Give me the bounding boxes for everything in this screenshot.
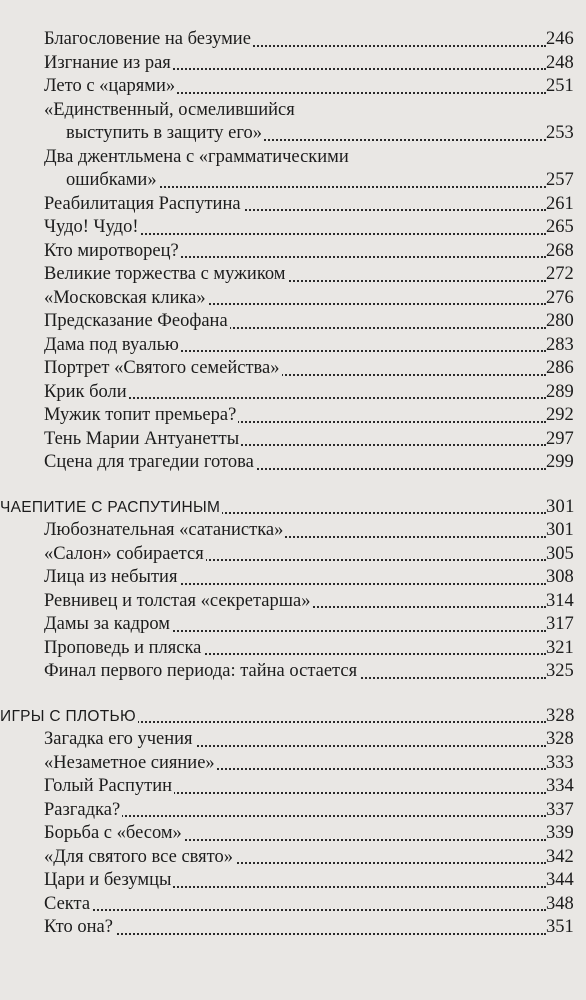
toc-entry-title: Изгнание из рая bbox=[44, 52, 173, 76]
toc-entry bbox=[0, 216, 586, 240]
dot-leader bbox=[46, 909, 546, 911]
toc-entry-page: 339 bbox=[546, 822, 576, 846]
toc-entry-title: «Единственный, осмелившийся bbox=[44, 99, 297, 123]
toc-entry-page: 283 bbox=[546, 334, 576, 358]
toc-entry bbox=[0, 287, 586, 311]
toc-entry-page: 325 bbox=[546, 660, 576, 684]
toc-entry-title: Дама под вуалью bbox=[44, 334, 181, 358]
toc-entry bbox=[0, 404, 586, 428]
toc-entry bbox=[0, 637, 586, 661]
toc-entry-title: Голый Распутин bbox=[44, 775, 174, 799]
toc-entry-page: 268 bbox=[546, 240, 576, 264]
toc-entry bbox=[0, 334, 586, 358]
toc-entry-page: 272 bbox=[546, 263, 576, 287]
toc-entry bbox=[0, 428, 586, 452]
toc-entry bbox=[0, 752, 586, 776]
toc-entry-page: 286 bbox=[546, 357, 576, 381]
toc-entry-title: Портрет «Святого семейства» bbox=[44, 357, 282, 381]
toc-entry-page: 257 bbox=[546, 169, 576, 193]
toc-section-title: ИГРЫ С ПЛОТЬЮ bbox=[0, 705, 138, 729]
toc-entry-page: 299 bbox=[546, 451, 576, 475]
toc-entry-title: Мужик топит премьера? bbox=[44, 404, 238, 428]
toc-entry-page: 261 bbox=[546, 193, 576, 217]
toc-entry bbox=[0, 660, 586, 684]
toc-entry bbox=[0, 310, 586, 334]
toc-entry-page: 348 bbox=[546, 893, 576, 917]
toc-entry-title: Великие торжества с мужиком bbox=[44, 263, 287, 287]
toc-entry-page: 333 bbox=[546, 752, 576, 776]
toc-entry-line1 bbox=[0, 99, 586, 123]
toc-entry bbox=[0, 566, 586, 590]
toc-section-page: 301 bbox=[546, 496, 576, 520]
toc-entry bbox=[0, 193, 586, 217]
toc-entry-title: Предсказание Феофана bbox=[44, 310, 230, 334]
toc-entry bbox=[0, 263, 586, 287]
toc-entry-title: Крик боли bbox=[44, 381, 129, 405]
toc-entry-title: Сцена для трагедии готова bbox=[44, 451, 256, 475]
toc-entry-title: Кто миротворец? bbox=[44, 240, 181, 264]
toc-entry-title: Загадка его учения bbox=[44, 728, 195, 752]
toc-entry bbox=[0, 28, 586, 52]
toc-entry bbox=[0, 775, 586, 799]
toc-entry-page: 251 bbox=[546, 75, 576, 99]
toc-entry-title: Борьба с «бесом» bbox=[44, 822, 184, 846]
toc-entry-page: 297 bbox=[546, 428, 576, 452]
toc-entry-page: 248 bbox=[546, 52, 576, 76]
toc-entry-page: 276 bbox=[546, 287, 576, 311]
toc-section bbox=[0, 705, 586, 729]
toc-entry-title-continued: выступить в защиту его» bbox=[66, 122, 264, 146]
toc-entry bbox=[0, 590, 586, 614]
toc-entry-page: 314 bbox=[546, 590, 576, 614]
toc-entry-page: 301 bbox=[546, 519, 576, 543]
toc-entry-page: 265 bbox=[546, 216, 576, 240]
toc-entry bbox=[0, 451, 586, 475]
toc-entry-line2 bbox=[0, 122, 586, 146]
toc-entry-title: «Московская клика» bbox=[44, 287, 208, 311]
toc-entry-title: «Салон» собирается bbox=[44, 543, 206, 567]
toc-entry-title: Лето с «царями» bbox=[44, 75, 177, 99]
toc-entry-page: 289 bbox=[546, 381, 576, 405]
toc-entry-title: Проповедь и пляска bbox=[44, 637, 203, 661]
toc-entry-page: 321 bbox=[546, 637, 576, 661]
toc-entry-title: Реабилитация Распутина bbox=[44, 193, 243, 217]
toc-entry bbox=[0, 822, 586, 846]
toc-entry-title: Секта bbox=[44, 893, 92, 917]
toc-entry bbox=[0, 519, 586, 543]
toc-entry-title: Кто она? bbox=[44, 916, 115, 940]
toc-entry-page: 253 bbox=[546, 122, 576, 146]
toc-entry-title: Ревнивец и толстая «секретарша» bbox=[44, 590, 312, 614]
toc-entry bbox=[0, 728, 586, 752]
toc-entry bbox=[0, 75, 586, 99]
toc-entry bbox=[0, 613, 586, 637]
toc-entry-page: 305 bbox=[546, 543, 576, 567]
section-gap bbox=[0, 684, 586, 705]
toc-entry-title: Два джентльмена с «грамматическими bbox=[44, 146, 351, 170]
toc-entry-line2 bbox=[0, 169, 586, 193]
toc-entry bbox=[0, 52, 586, 76]
toc-entry-title: Разгадка? bbox=[44, 799, 122, 823]
dot-leader bbox=[46, 933, 546, 935]
toc-entry-page: 280 bbox=[546, 310, 576, 334]
toc-entry-title: «Незаметное сияние» bbox=[44, 752, 217, 776]
section-gap bbox=[0, 475, 586, 496]
toc-entry-page: 337 bbox=[546, 799, 576, 823]
toc-section bbox=[0, 496, 586, 520]
toc-entry-page: 292 bbox=[546, 404, 576, 428]
toc-entry-page: 351 bbox=[546, 916, 576, 940]
toc-entry-title: Лица из небытия bbox=[44, 566, 179, 590]
toc-section-page: 328 bbox=[546, 705, 576, 729]
toc-entry-title: Дамы за кадром bbox=[44, 613, 172, 637]
toc-entry bbox=[0, 893, 586, 917]
toc-entry-page: 246 bbox=[546, 28, 576, 52]
toc-entry-title: Благословение на безумие bbox=[44, 28, 253, 52]
toc-entry-page: 342 bbox=[546, 846, 576, 870]
toc-entry-page: 334 bbox=[546, 775, 576, 799]
toc-entry bbox=[0, 869, 586, 893]
toc-entry-page: 328 bbox=[546, 728, 576, 752]
toc-entry-page: 308 bbox=[546, 566, 576, 590]
toc-section-title: ЧАЕПИТИЕ С РАСПУТИНЫМ bbox=[0, 496, 222, 520]
toc-entry-title: Тень Марии Антуанетты bbox=[44, 428, 241, 452]
toc-entry-page: 317 bbox=[546, 613, 576, 637]
toc-entry bbox=[0, 240, 586, 264]
toc-entry-title-continued: ошибками» bbox=[66, 169, 159, 193]
table-of-contents bbox=[0, 28, 586, 940]
toc-entry bbox=[0, 381, 586, 405]
toc-entry bbox=[0, 916, 586, 940]
toc-entry-title: Цари и безумцы bbox=[44, 869, 173, 893]
toc-entry-page: 344 bbox=[546, 869, 576, 893]
toc-entry bbox=[0, 799, 586, 823]
toc-entry-title: Чудо! Чудо! bbox=[44, 216, 141, 240]
toc-entry bbox=[0, 846, 586, 870]
toc-entry bbox=[0, 357, 586, 381]
toc-entry-title: Любознательная «сатанистка» bbox=[44, 519, 285, 543]
toc-entry-title: Финал первого периода: тайна остается bbox=[44, 660, 359, 684]
toc-entry bbox=[0, 543, 586, 567]
toc-entry-title: «Для святого все свято» bbox=[44, 846, 235, 870]
toc-entry-line1 bbox=[0, 146, 586, 170]
